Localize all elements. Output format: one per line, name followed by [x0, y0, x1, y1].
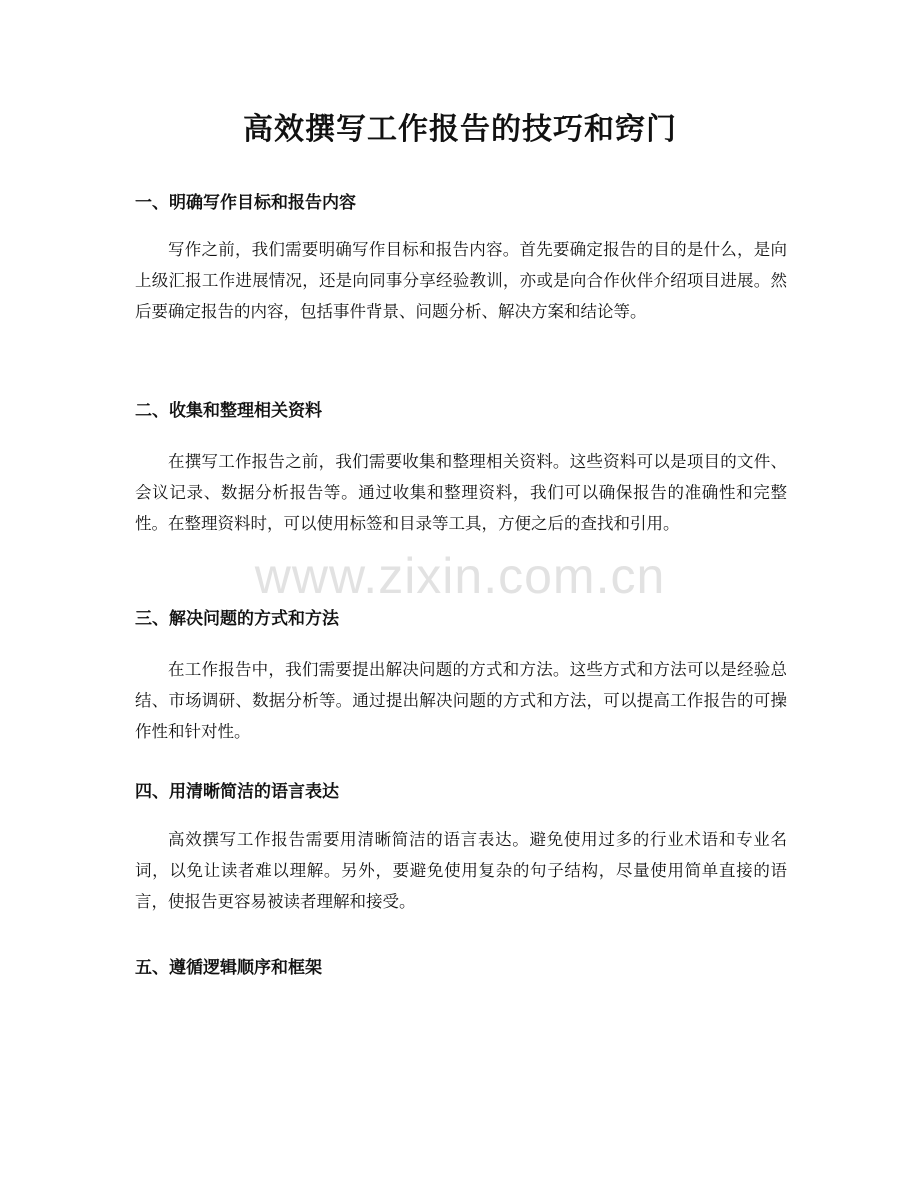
watermark: www.zixin.com.cn — [254, 548, 666, 604]
section-heading-3: 三、解决问题的方式和方法 — [135, 609, 339, 629]
section-heading-2: 二、收集和整理相关资料 — [135, 401, 322, 421]
section-paragraph-4: 高效撰写工作报告需要用清晰简洁的语言表达。避免使用过多的行业术语和专业名词，以免让读者难以理解。另外，要避免使用复杂的句子结构，尽量使用简单直接的语言，使报告更容易被读者理解和接受。 — [135, 830, 787, 911]
section-heading-5: 五、遵循逻辑顺序和框架 — [135, 958, 322, 978]
section-paragraph-2: 在撰写工作报告之前，我们需要收集和整理相关资料。这些资料可以是项目的文件、会议记录、数据分析报告等。通过收集和整理资料，我们可以确保报告的准确性和完整性。在整理资料时，可以使用标签和目录等工具，方便之后的查找和引用。 — [135, 452, 787, 533]
document-title: 高效撰写工作报告的技巧和窍门 — [243, 112, 677, 147]
section-heading-1: 一、明确写作目标和报告内容 — [135, 193, 356, 213]
section-paragraph-1: 写作之前，我们需要明确写作目标和报告内容。首先要确定报告的目的是什么，是向上级汇报工作进展情况，还是向同事分享经验教训，亦或是向合作伙伴介绍项目进展。然后要确定报告的内容，包括事件背景、问题分析、解决方案和结论等。 — [135, 240, 787, 321]
section-heading-4: 四、用清晰简洁的语言表达 — [135, 782, 339, 802]
section-paragraph-3: 在工作报告中，我们需要提出解决问题的方式和方法。这些方式和方法可以是经验总结、市场调研、数据分析等。通过提出解决问题的方式和方法，可以提高工作报告的可操作性和针对性。 — [135, 660, 787, 741]
